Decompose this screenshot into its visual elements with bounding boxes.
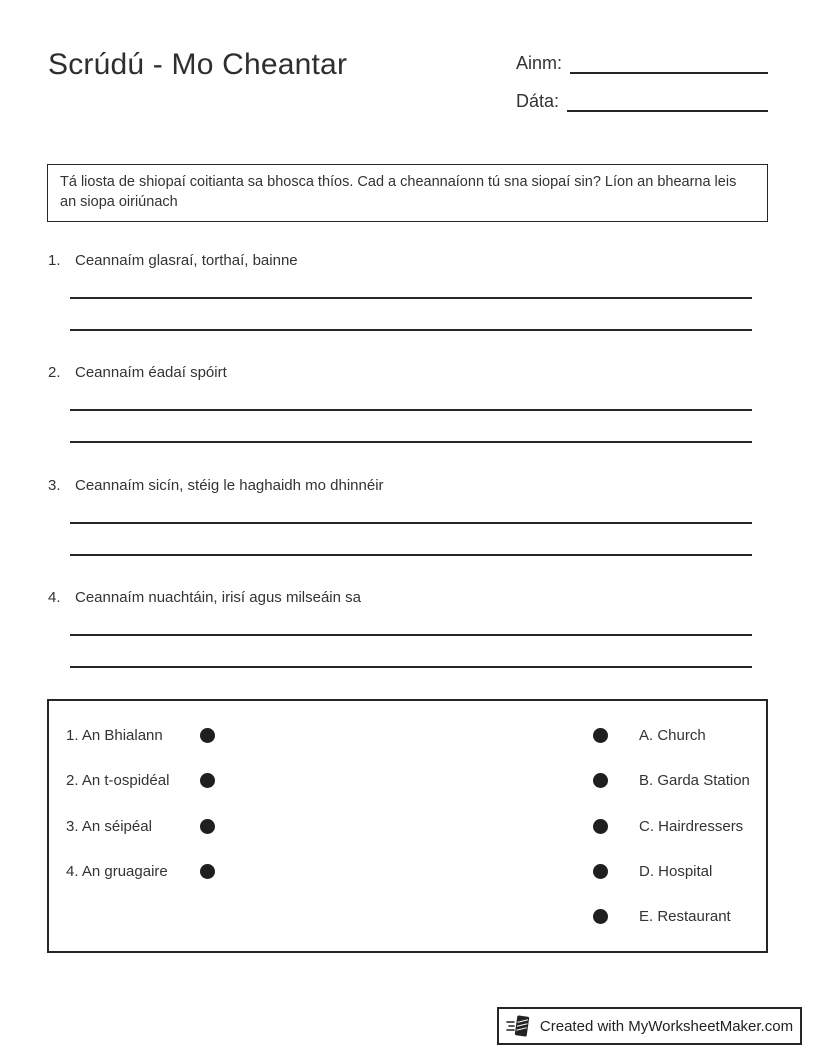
match-right-label: B. Garda Station: [639, 772, 750, 790]
question-4: [48, 588, 768, 668]
match-dot-icon: [593, 773, 608, 788]
question-1-text-row: [48, 251, 768, 270]
question-text: Ceannaím glasraí, torthaí, bainne: [75, 252, 298, 269]
answer-blank-line: [70, 297, 752, 299]
match-right-label: E. Restaurant: [639, 908, 731, 926]
name-field-row: [516, 50, 768, 74]
match-row-right-c: [593, 804, 750, 849]
match-dot-icon: [200, 773, 215, 788]
question-number: 4.: [48, 589, 61, 606]
match-dot-icon: [200, 864, 215, 879]
match-left-label: 4. An gruagaire: [66, 863, 168, 881]
match-right-label: C. Hairdressers: [639, 817, 744, 835]
answer-blank-line: [70, 634, 752, 636]
matching-box: [47, 699, 768, 953]
answer-blank-line: [70, 554, 752, 556]
answer-blank-line: [70, 441, 752, 443]
match-row-left-3: [66, 804, 215, 849]
question-3-text-row: [48, 476, 768, 495]
date-label: Dáta:: [516, 91, 560, 111]
matching-right-column: [593, 713, 750, 939]
question-number: 3.: [48, 477, 61, 494]
match-row-right-a: [593, 713, 750, 758]
flying-worksheet-icon: [506, 1013, 532, 1039]
credit-text: Created with MyWorksheetMaker.com: [539, 1017, 794, 1035]
match-dot-icon: [593, 864, 608, 879]
answer-blank-line: [70, 666, 752, 668]
answer-blank-line: [70, 329, 752, 331]
matching-left-column: [66, 713, 215, 894]
name-label: Ainm:: [516, 53, 563, 73]
name-blank-line: [570, 50, 768, 74]
match-dot-icon: [593, 819, 608, 834]
match-left-label: 1. An Bhialann: [66, 727, 163, 745]
question-2-text-row: [48, 363, 768, 382]
match-dot-icon: [200, 728, 215, 743]
match-right-label: D. Hospital: [639, 863, 713, 881]
question-text: Ceannaím nuachtáin, irisí agus milseáin sa: [75, 589, 361, 606]
match-row-right-d: [593, 849, 750, 894]
answer-blank-line: [70, 522, 752, 524]
date-field-row: [516, 88, 768, 112]
match-dot-icon: [200, 819, 215, 834]
instructions-box: Tá liosta de shiopaí coitianta sa bhosca thíos. Cad a cheannaíonn tú sna siopaí sin? Líon an bhearna leis an siopa oiriúnach: [47, 164, 768, 222]
question-number: 2.: [48, 364, 61, 381]
match-row-right-e: [593, 894, 750, 939]
question-text: Ceannaím sicín, stéig le haghaidh mo dhinnéir: [75, 477, 384, 494]
date-blank-line: [567, 88, 768, 112]
match-row-left-1: [66, 713, 215, 758]
match-dot-icon: [593, 909, 608, 924]
page-title: Scrúdú - Mo Cheantar: [48, 48, 348, 81]
name-date-block: [516, 50, 768, 126]
match-row-left-2: [66, 758, 215, 803]
match-left-label: 2. An t-ospidéal: [66, 772, 170, 790]
question-4-text-row: [48, 588, 768, 607]
question-number: 1.: [48, 252, 61, 269]
match-left-label: 3. An séipéal: [66, 817, 152, 835]
credit-link-box[interactable]: [497, 1007, 802, 1045]
answer-blank-line: [70, 409, 752, 411]
match-dot-icon: [593, 728, 608, 743]
question-text: Ceannaím éadaí spóirt: [75, 364, 227, 381]
match-row-left-4: [66, 849, 215, 894]
question-2: [48, 363, 768, 443]
match-row-right-b: [593, 758, 750, 803]
question-1: [48, 251, 768, 331]
question-3: [48, 476, 768, 556]
match-right-label: A. Church: [639, 727, 706, 745]
